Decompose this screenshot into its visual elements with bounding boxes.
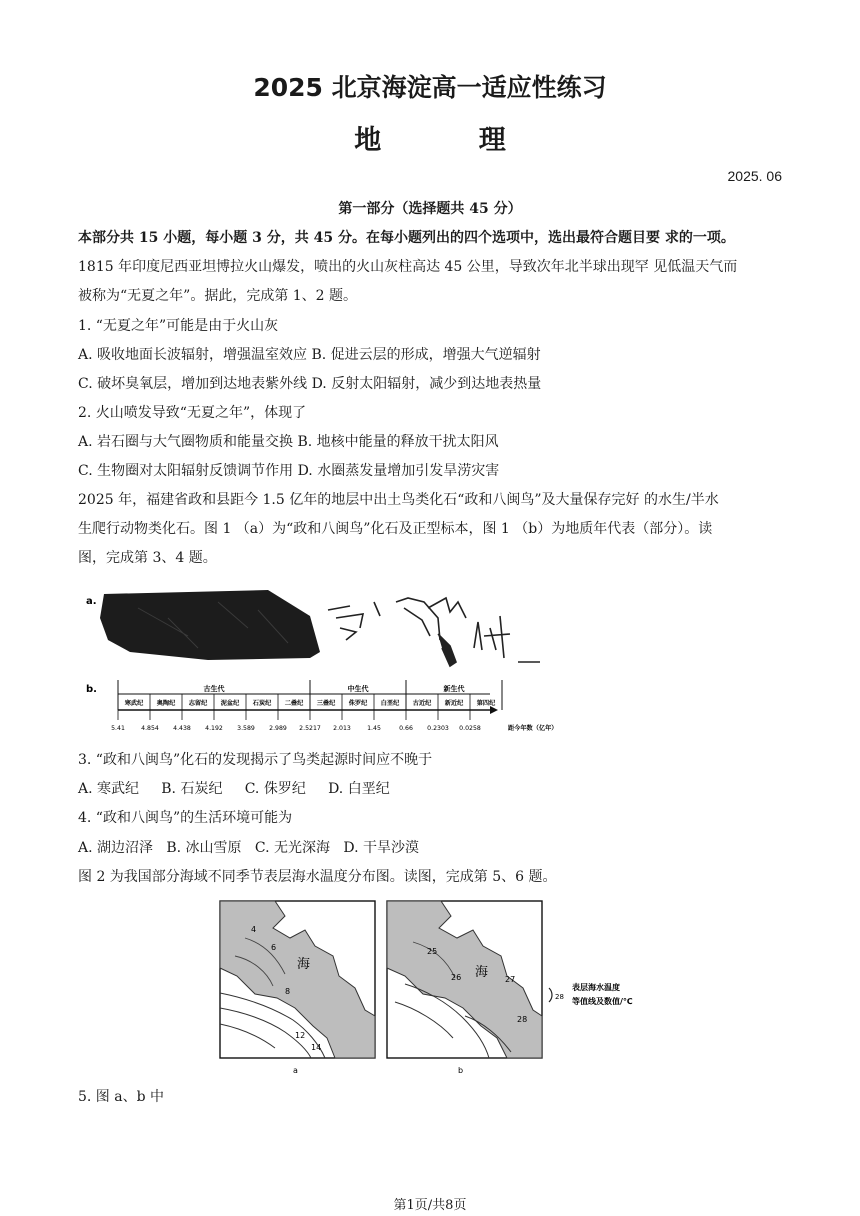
- legend-line1: 表层海水温度: [572, 983, 620, 992]
- passage1-line2: 被称为“无夏之年”。据此，完成第 1、2 题。: [78, 288, 358, 304]
- exam-date: 2025. 06: [727, 168, 782, 184]
- period-label: 石炭纪: [252, 700, 272, 707]
- isotherm-value-label: 14: [311, 1043, 322, 1052]
- era-label: 中生代: [347, 685, 369, 693]
- isotherm-value-label: 4: [251, 925, 257, 934]
- q2-options-ab: A. 岩石圈与大气圈物质和能量交换 B. 地核中能量的释放干扰太阳风: [78, 434, 499, 450]
- age-tick-label: 2.5217: [299, 725, 321, 732]
- figure1-label-a: a.: [86, 596, 97, 607]
- q5-stem: 5. 图 a、b 中: [78, 1089, 165, 1105]
- period-label: 泥盆纪: [220, 700, 240, 707]
- fossil-slab-image: [100, 590, 320, 660]
- q1-stem: 1. “无夏之年”可能是由于火山灰: [78, 318, 279, 334]
- isotherm-value-label: 8: [285, 987, 291, 996]
- isotherm-value-label: 6: [271, 943, 277, 952]
- isotherm-value-label: 25: [427, 947, 438, 956]
- legend-line2: 等值线及数值/℃: [572, 997, 633, 1006]
- period-label: 二叠纪: [284, 700, 304, 707]
- q3-options: A. 寒武纪 B. 石炭纪 C. 侏罗纪 D. 白垩纪: [78, 781, 390, 797]
- holotype-drawing: [328, 598, 540, 666]
- map-a-sea-char: 海: [297, 957, 311, 972]
- age-tick-label: 0.66: [399, 725, 413, 732]
- geologic-time-scale: [111, 680, 557, 732]
- period-label: 奥陶纪: [156, 700, 176, 707]
- period-label: 寒武纪: [124, 700, 144, 707]
- map-b-label: b: [458, 1066, 464, 1075]
- legend-value: 28: [555, 993, 564, 1001]
- page-footer: 第1页/共8页: [393, 1198, 467, 1213]
- age-tick-label: 5.41: [111, 725, 125, 732]
- q3-stem: 3. “政和八闽鸟”化石的发现揭示了鸟类起源时间应不晚于: [78, 752, 433, 768]
- isotherm-legend: [549, 982, 633, 1006]
- figure-2: [215, 898, 665, 1078]
- age-tick-label: 0.2303: [427, 725, 449, 732]
- timeline-axis-label: 距今年数（亿年）: [508, 725, 558, 732]
- isotherm-value-label: 28: [517, 1015, 528, 1024]
- passage2-line2: 生爬行动物类化石。图 1 （a）为“政和八闽鸟”化石及正型标本，图 1 （b）为地质年代表（部分）。读: [78, 521, 713, 537]
- period-label: 侏罗纪: [348, 700, 368, 707]
- q1-options-cd: C. 破坏臭氧层，增加到达地表紫外线 D. 反射太阳辐射，减少到达地表热量: [78, 376, 542, 392]
- period-label: 新近纪: [444, 700, 464, 707]
- isotherm-value-label: 27: [505, 975, 516, 984]
- era-label: 古生代: [203, 685, 225, 693]
- map-a-label: a: [293, 1066, 298, 1075]
- age-tick-label: 3.589: [237, 725, 255, 732]
- figure-1: [78, 588, 778, 738]
- age-tick-label: 4.192: [205, 725, 223, 732]
- age-tick-label: 4.854: [141, 725, 159, 732]
- passage3-line1: 图 2 为我国部分海域不同季节表层海水温度分布图。读图，完成第 5、6 题。: [78, 869, 557, 885]
- period-label: 古近纪: [412, 700, 432, 707]
- age-tick-label: 2.013: [333, 725, 351, 732]
- q2-stem: 2. 火山喷发导致“无夏之年”，体现了: [78, 405, 307, 421]
- q4-options: A. 湖边沼泽 B. 冰山雪原 C. 无光深海 D. 干旱沙漠: [78, 840, 419, 856]
- isotherm-value-label: 12: [295, 1031, 306, 1040]
- passage2-line1: 2025 年，福建省政和县距今 1.5 亿年的地层中出土鸟类化石“政和八闽鸟”及大量保存完好 的水生/半水: [78, 492, 719, 508]
- sst-map-b: [387, 901, 542, 1058]
- age-tick-label: 0.0258: [459, 725, 481, 732]
- period-label: 三叠纪: [316, 700, 336, 707]
- map-b-sea-char: 海: [475, 965, 489, 980]
- age-tick-label: 2.989: [269, 725, 287, 732]
- q4-stem: 4. “政和八闽鸟”的生活环境可能为: [78, 810, 293, 826]
- exam-title: 2025 北京海淀高一适应性练习: [253, 73, 607, 102]
- sst-map-a: [220, 901, 375, 1058]
- age-tick-label: 1.45: [367, 725, 381, 732]
- part-instruction: 本部分共 15 小题，每小题 3 分，共 45 分。在每小题列出的四个选项中，选出最符合题目要 求的一项。: [78, 230, 735, 246]
- timeline-arrow: [490, 706, 498, 714]
- age-tick-label: 4.438: [173, 725, 191, 732]
- era-label: 新生代: [443, 685, 465, 693]
- passage2-line3: 图，完成第 3、4 题。: [78, 550, 217, 566]
- period-label: 第四纪: [476, 700, 496, 707]
- q1-options-ab: A. 吸收地面长波辐射，增强温室效应 B. 促进云层的形成，增强大气逆辐射: [78, 347, 541, 363]
- isotherm-value-label: 26: [451, 973, 462, 982]
- period-label: 志留纪: [188, 700, 208, 707]
- subject-title: 地 理: [354, 125, 550, 156]
- period-label: 白垩纪: [380, 700, 400, 707]
- part-heading: 第一部分（选择题共 45 分）: [338, 201, 522, 217]
- q2-options-cd: C. 生物圈对太阳辐射反馈调节作用 D. 水圈蒸发量增加引发旱涝灾害: [78, 463, 500, 479]
- figure1-label-b: b.: [86, 684, 97, 695]
- passage1-line1: 1815 年印度尼西亚坦博拉火山爆发，喷出的火山灰柱高达 45 公里，导致次年北半球出现罕 见低温天气而: [78, 259, 738, 275]
